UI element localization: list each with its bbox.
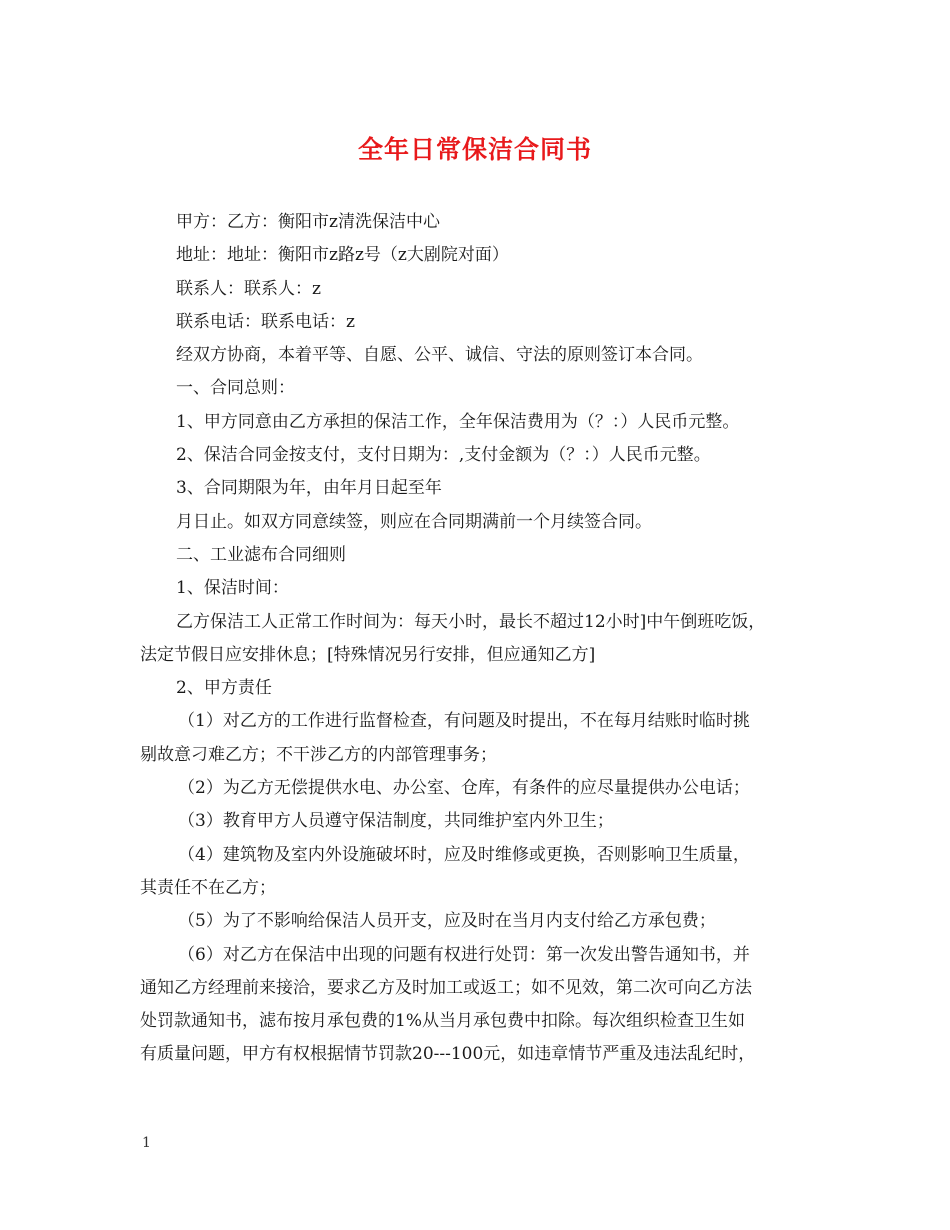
paragraph-line: 联系电话：联系电话：z [176, 311, 355, 332]
paragraph-line: 3、合同期限为年，由年月日起至年 [176, 478, 442, 499]
paragraph-line: 2、保洁合同金按支付，支付日期为：,支付金额为（？：）人民币元整。 [176, 445, 711, 466]
paragraph-line: 甲方：乙方：衡阳市z清洗保洁中心 [176, 212, 440, 232]
paragraph-line: 其责任不在乙方； [140, 877, 276, 898]
paragraph-line: 经双方协商，本着平等、自愿、公平、诚信、守法的原则签订本合同。 [176, 345, 703, 366]
paragraph-line: 地址：地址：衡阳市z路z号（z大剧院对面） [176, 245, 509, 266]
paragraph-line: 通知乙方经理前来接洽，要求乙方及时加工或返工；如不见效，第二次可向乙方法 [140, 977, 752, 998]
section-heading: 一、合同总则： [176, 378, 295, 399]
paragraph-line: （2）为乙方无偿提供水电、办公室、仓库，有条件的应尽量提供办公电话； [178, 778, 750, 799]
paragraph-line: 2、甲方责任 [176, 678, 272, 699]
paragraph-line: 1、甲方同意由乙方承担的保洁工作，全年保洁费用为（？：）人民币元整。 [176, 411, 740, 432]
paragraph-line: 联系人：联系人：z [176, 278, 321, 299]
paragraph-line: （4）建筑物及室内外设施破坏时，应及时维修或更换，否则影响卫生质量， [178, 844, 750, 865]
page-number: 1 [142, 1135, 151, 1151]
paragraph-line: （3）教育甲方人员遵守保洁制度，共同维护室内外卫生； [178, 811, 614, 832]
paragraph-line: 1、保洁时间： [176, 578, 289, 599]
paragraph-line: 剔故意刁难乙方；不干涉乙方的内部管理事务； [140, 744, 497, 765]
paragraph-line: 法定节假日应安排休息；[特殊情况另行安排，但应通知乙方] [140, 644, 596, 665]
paragraph-line: 乙方保洁工人正常工作时间为：每天小时，最长不超过12小时]中午倒班吃饭， [176, 611, 766, 632]
section-heading: 二、工业滤布合同细则 [176, 544, 346, 565]
paragraph-line: （6）对乙方在保洁中出现的问题有权进行处罚：第一次发出警告通知书，并 [178, 944, 750, 965]
paragraph-line: 处罚款通知书，滤布按月承包费的1%从当月承包费中扣除。每次组织检查卫生如 [140, 1011, 745, 1032]
document-title: 全年日常保洁合同书 [357, 135, 592, 164]
paragraph-line: 月日止。如双方同意续签，则应在合同期满前一个月续签合同。 [176, 511, 652, 532]
paragraph-line: （1）对乙方的工作进行监督检查，有问题及时提出，不在每月结账时临时挑 [178, 711, 750, 732]
paragraph-line: （5）为了不影响给保洁人员开支，应及时在当月内支付给乙方承包费； [178, 911, 716, 932]
document-body [140, 206, 826, 1072]
paragraph-line: 有质量问题，甲方有权根据情节罚款20---100元，如违章情节严重及违法乱纪时， [140, 1044, 756, 1065]
